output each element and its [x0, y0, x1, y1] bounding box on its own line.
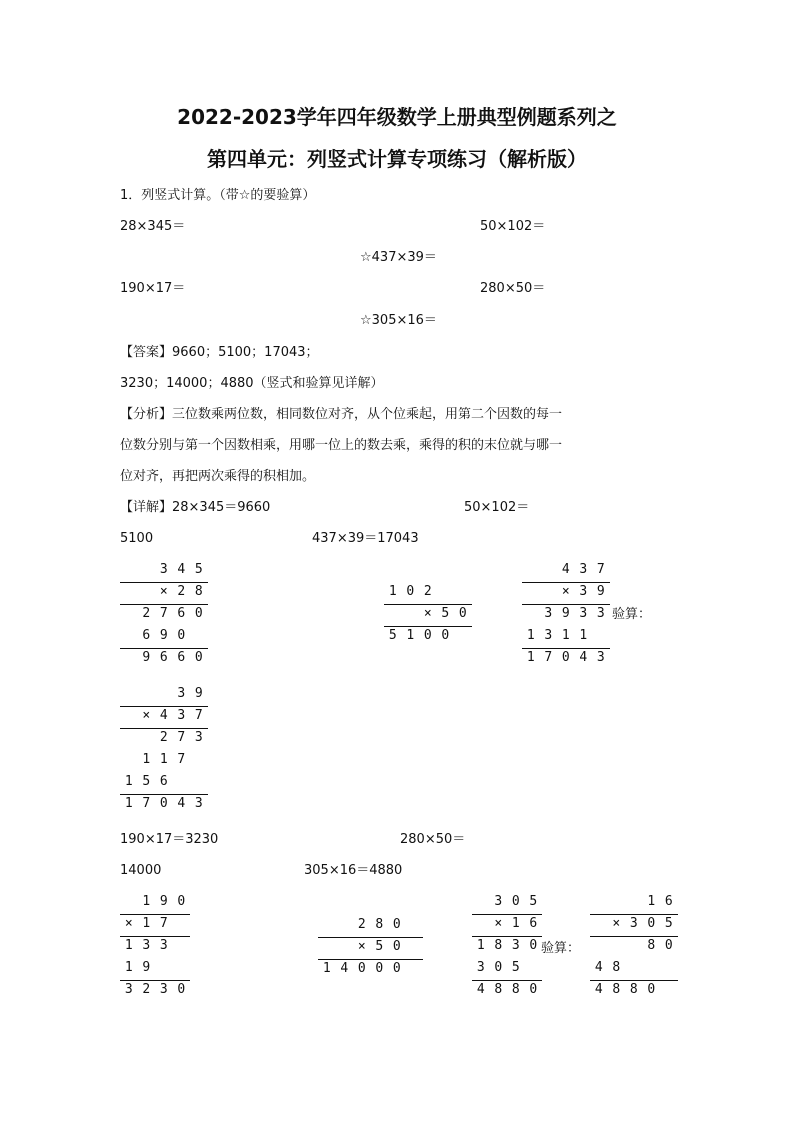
- calc-305x16: [472, 894, 542, 1004]
- detail-5: 190×17＝3230: [120, 832, 219, 847]
- problem-6: ☆305×16＝: [360, 313, 437, 328]
- calc-rule: [120, 648, 208, 649]
- calc-row: 1 9 0: [142, 894, 186, 909]
- calc-row: × 3 0 5: [612, 916, 673, 931]
- calc-row: 8 0: [647, 938, 673, 953]
- calc-16x305-verify: [590, 894, 673, 1004]
- calc-rule: [120, 936, 190, 937]
- calc-rule: [472, 980, 542, 981]
- calc-rule: [120, 980, 190, 981]
- problem-4: 190×17＝: [120, 281, 186, 296]
- calc-rule: [522, 604, 610, 605]
- calc-rule: [590, 936, 678, 937]
- calc-row: × 1 7: [124, 916, 168, 931]
- calc-row: × 1 6: [494, 916, 538, 931]
- calc-190x17: [120, 894, 190, 1004]
- calc-rule: [120, 582, 208, 583]
- calc-row: 3 4 5: [159, 562, 203, 577]
- problem-3: ☆437×39＝: [360, 250, 437, 265]
- calc-row: 6 9 0: [142, 628, 186, 643]
- problem-5: 280×50＝: [480, 281, 546, 296]
- analysis-line-1: 【分析】三位数乘两位数，相同数位对齐，从个位乘起，用第二个因数的每一: [120, 407, 563, 422]
- calc-row: × 5 0: [423, 606, 467, 621]
- calc-row: 4 3 7: [561, 562, 605, 577]
- calc-row: 1 3 3: [124, 938, 168, 953]
- detail-7: 14000: [120, 863, 162, 878]
- calc-row: 1 9: [124, 960, 151, 975]
- calc-row: 3 9: [177, 686, 203, 701]
- calc-row: 1 7 0 4 3: [124, 796, 203, 811]
- calc-row: 1 6: [647, 894, 673, 909]
- calc-rule: [472, 936, 542, 937]
- calc-rule: [120, 706, 208, 707]
- calc-rule: [120, 604, 208, 605]
- detail-2: 50×102＝: [464, 500, 530, 515]
- answer-line-2: 3230；14000；4880（竖式和验算见详解）: [120, 376, 384, 391]
- calc-rule: [522, 648, 610, 649]
- calc-row: 1 7 0 4 3: [526, 650, 605, 665]
- calc-row: 4 8: [594, 960, 621, 975]
- calc-row: 2 7 6 0: [142, 606, 203, 621]
- calc-row: × 3 9: [561, 584, 605, 599]
- calc-rule: [318, 959, 423, 960]
- detail-6: 280×50＝: [400, 832, 466, 847]
- answer-line-1: 【答案】9660；5100；17043；: [120, 345, 319, 360]
- analysis-line-2: 位数分别与第一个因数相乘，用哪一位上的数去乘，乘得的积的末位就与哪一: [120, 438, 563, 453]
- detail-3: 5100: [120, 531, 154, 546]
- calc-rule: [120, 914, 190, 915]
- verify-label-2: 验算：: [541, 941, 581, 956]
- calc-row: 2 7 3: [159, 730, 203, 745]
- calc-row: 1 8 3 0: [476, 938, 538, 953]
- calc-rule: [318, 937, 423, 938]
- verify-label-1: 验算：: [612, 607, 652, 622]
- calc-280x50: [318, 917, 408, 981]
- calc-102x50: [384, 584, 467, 648]
- calc-row: 1 4 0 0 0: [322, 961, 401, 976]
- calc-row: × 5 0: [357, 939, 401, 954]
- calc-row: × 2 8: [159, 584, 203, 599]
- problem-1: 28×345＝: [120, 219, 186, 234]
- calc-row: 3 2 3 0: [124, 982, 186, 997]
- question-heading: 1．列竖式计算。（带☆的要验算）: [120, 188, 316, 203]
- calc-rule: [384, 604, 472, 605]
- analysis-line-3: 位对齐，再把两次乘得的积相加。: [120, 469, 316, 484]
- document-title-line1: 2022-2023学年四年级数学上册典型例题系列之: [177, 105, 617, 129]
- detail-1: 【详解】28×345＝9660: [120, 500, 271, 515]
- calc-row: 3 0 5: [476, 960, 520, 975]
- document-title-line2: 第四单元：列竖式计算专项练习（解析版）: [207, 147, 587, 171]
- calc-28x345: [120, 562, 203, 672]
- calc-rule: [120, 728, 208, 729]
- calc-rule: [120, 794, 208, 795]
- calc-row: 1 5 6: [124, 774, 168, 789]
- calc-rule: [522, 582, 610, 583]
- calc-437x39: [522, 562, 612, 672]
- detail-4: 437×39＝17043: [312, 531, 419, 546]
- calc-row: 2 8 0: [357, 917, 401, 932]
- calc-row: 1 0 2: [388, 584, 432, 599]
- detail-8: 305×16＝4880: [304, 863, 403, 878]
- calc-row: × 4 3 7: [142, 708, 203, 723]
- calc-row: 9 6 6 0: [142, 650, 203, 665]
- calc-row: 5 1 0 0: [388, 628, 450, 643]
- calc-rule: [384, 626, 472, 627]
- problem-2: 50×102＝: [480, 219, 546, 234]
- calc-row: 1 3 1 1: [526, 628, 588, 643]
- calc-39x437-verify: [120, 686, 210, 818]
- calc-row: 4 8 8 0: [476, 982, 538, 997]
- calc-row: 4 8 8 0: [594, 982, 656, 997]
- calc-rule: [590, 914, 678, 915]
- calc-row: 3 9 3 3: [544, 606, 605, 621]
- calc-rule: [472, 914, 542, 915]
- calc-rule: [590, 980, 678, 981]
- calc-row: 1 1 7: [142, 752, 186, 767]
- calc-row: 3 0 5: [494, 894, 538, 909]
